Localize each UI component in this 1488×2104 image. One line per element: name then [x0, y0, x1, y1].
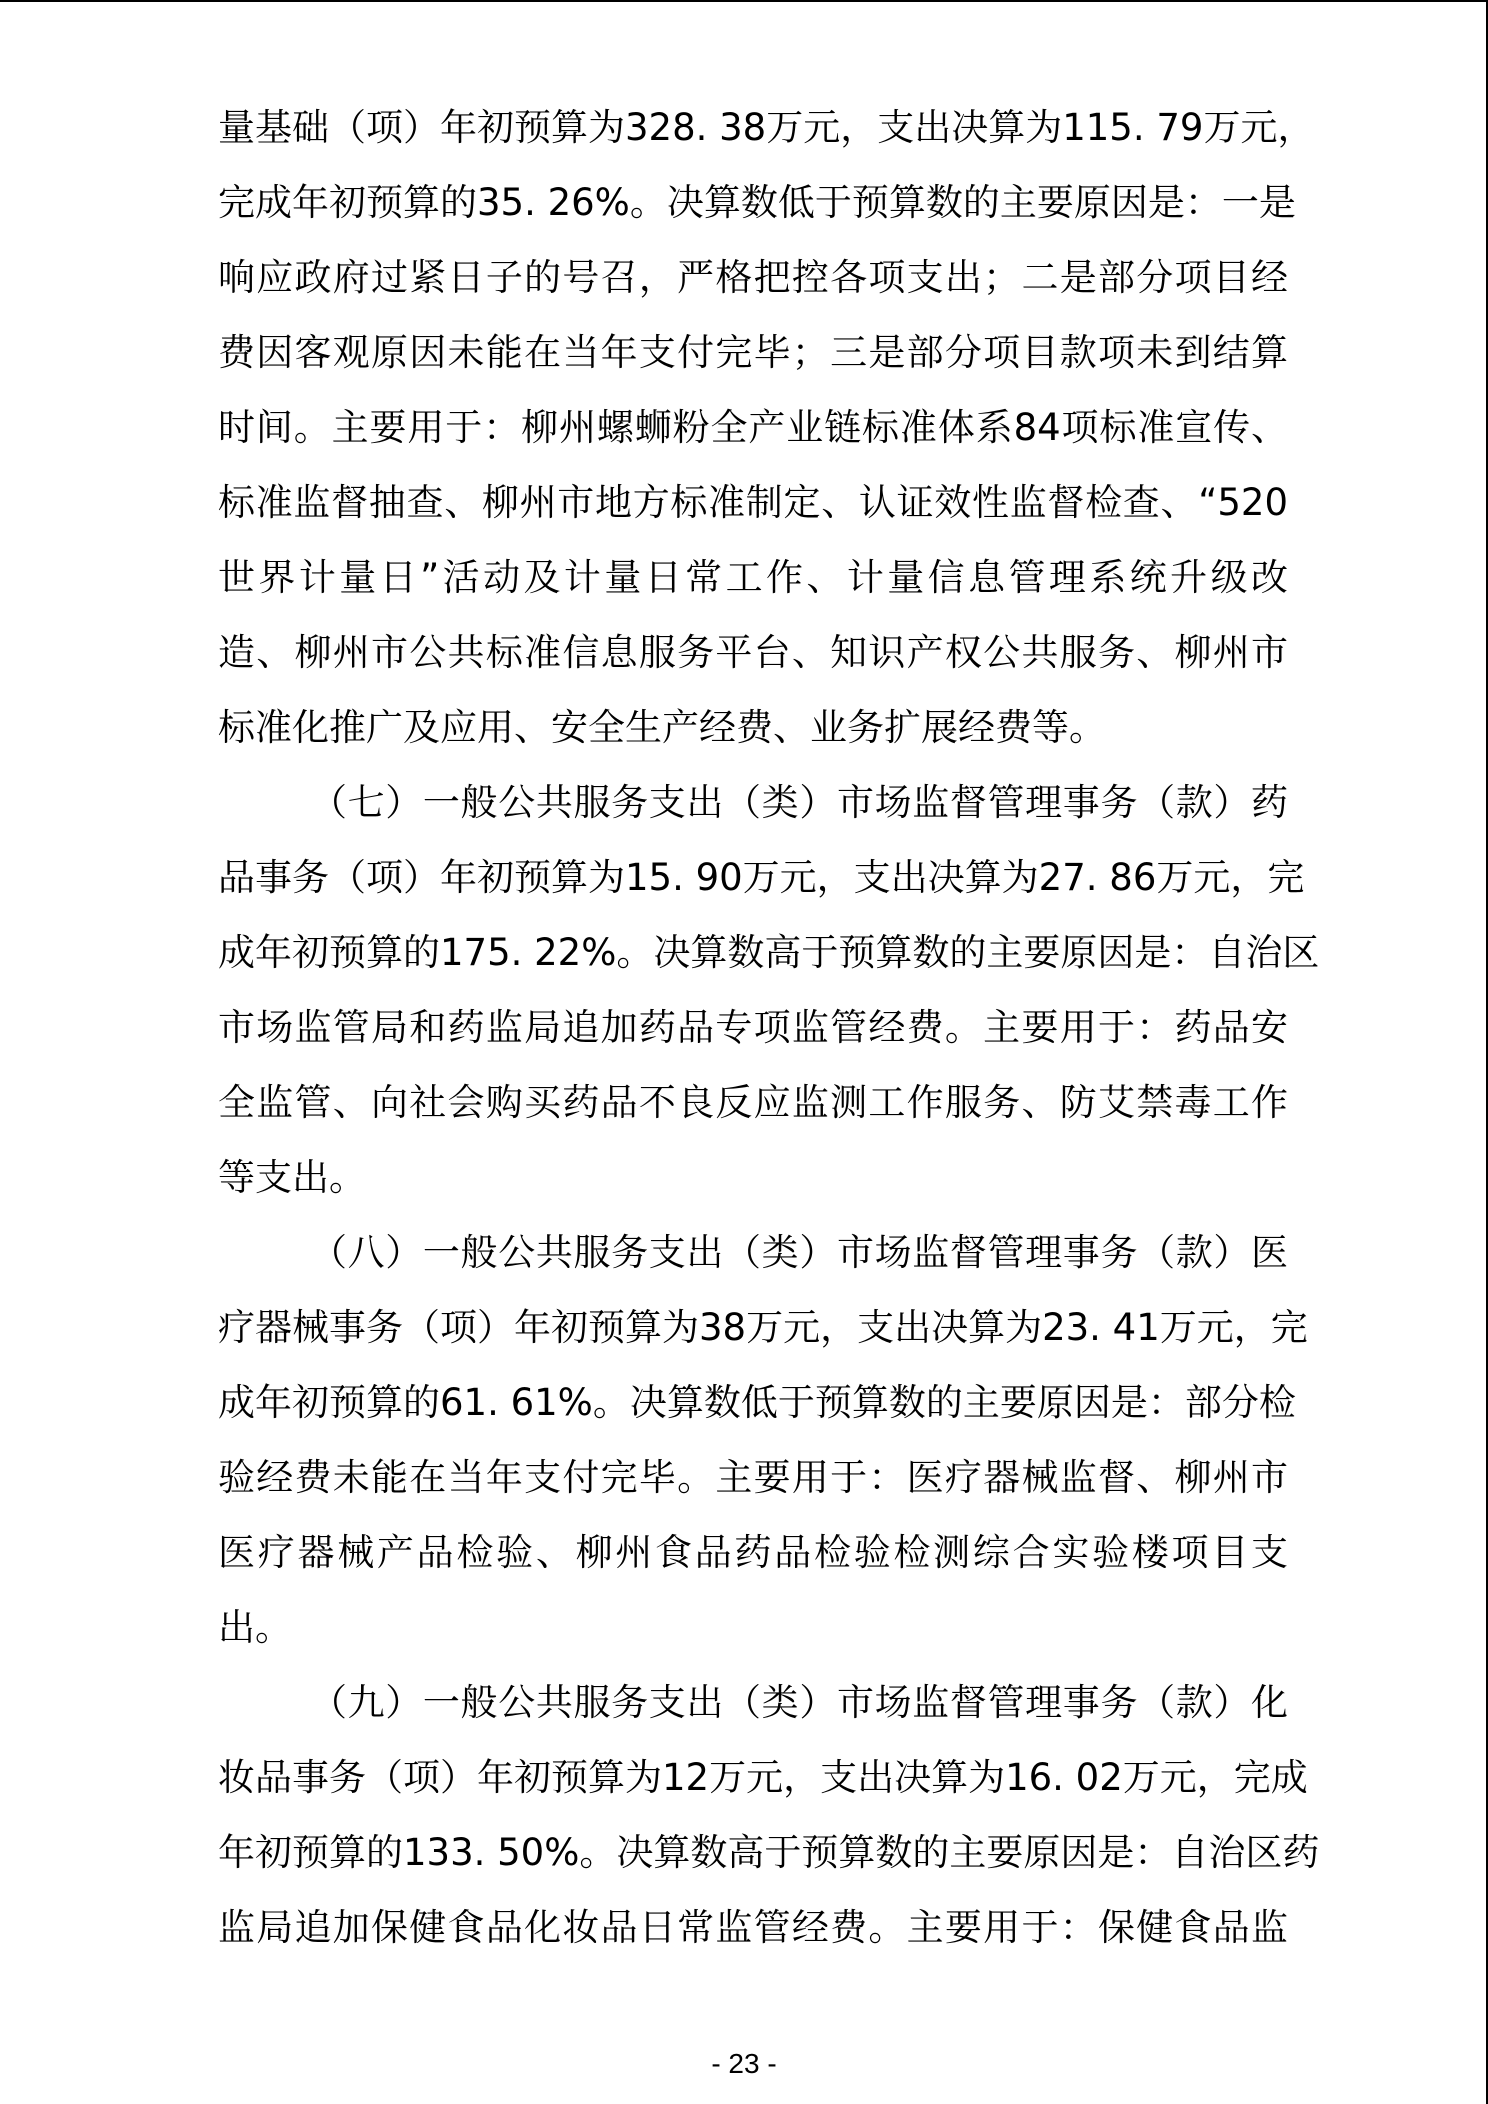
- text-line: 医疗器械产品检验、柳州食品药品检验检测综合实验楼项目支: [218, 1531, 1288, 1574]
- text-line: 时间。主要用于：柳州螺蛳粉全产业链标准体系84项标准宣传、: [218, 406, 1288, 449]
- paragraph-first-line: （七）一般公共服务支出（类）市场监督管理事务（款）药: [310, 781, 1288, 824]
- text-line: 疗器械事务（项）年初预算为38万元，支出决算为23. 41万元，完: [218, 1306, 1308, 1349]
- text-line: 响应政府过紧日子的号召，严格把控各项支出；二是部分项目经: [218, 256, 1288, 299]
- text-line: 年初预算的133. 50%。决算数高于预算数的主要原因是：自治区药: [218, 1831, 1320, 1874]
- text-line: 监局追加保健食品化妆品日常监管经费。主要用于：保健食品监: [218, 1906, 1288, 1949]
- text-line: 完成年初预算的35. 26%。决算数低于预算数的主要原因是：一是: [218, 181, 1296, 224]
- text-line: 妆品事务（项）年初预算为12万元，支出决算为16. 02万元，完成: [218, 1756, 1308, 1799]
- paragraph-first-line: （八）一般公共服务支出（类）市场监督管理事务（款）医: [310, 1231, 1288, 1274]
- text-line: 成年初预算的61. 61%。决算数低于预算数的主要原因是：部分检: [218, 1381, 1296, 1424]
- text-line: 成年初预算的175. 22%。决算数高于预算数的主要原因是：自治区: [218, 931, 1320, 974]
- document-body: [218, 90, 1320, 1965]
- page-number: - 23 -: [711, 2048, 777, 2079]
- text-line: 市场监管局和药监局追加药品专项监管经费。主要用于：药品安: [218, 1006, 1288, 1049]
- text-line: 标准化推广及应用、安全生产经费、业务扩展经费等。: [218, 706, 1106, 749]
- text-line: 验经费未能在当年支付完毕。主要用于：医疗器械监督、柳州市: [218, 1456, 1288, 1499]
- text-line: 费因客观原因未能在当年支付完毕；三是部分项目款项未到结算: [218, 331, 1288, 374]
- top-border-line: [0, 0, 1488, 2]
- text-line: 品事务（项）年初预算为15. 90万元，支出决算为27. 86万元，完: [218, 856, 1305, 899]
- text-line: 世界计量日”活动及计量日常工作、计量信息管理系统升级改: [218, 556, 1288, 599]
- text-line: 出。: [218, 1606, 292, 1649]
- text-line: 等支出。: [218, 1156, 366, 1199]
- text-line: 造、柳州市公共标准信息服务平台、知识产权公共服务、柳州市: [218, 631, 1288, 674]
- text-line: 全监管、向社会购买药品不良反应监测工作服务、防艾禁毒工作: [218, 1081, 1288, 1124]
- paragraph-first-line: （九）一般公共服务支出（类）市场监督管理事务（款）化: [310, 1681, 1288, 1724]
- text-line: 标准监督抽查、柳州市地方标准制定、认证效性监督检查、“520: [218, 481, 1288, 524]
- text-line: 量基础（项）年初预算为328. 38万元，支出决算为115. 79万元，: [218, 106, 1315, 149]
